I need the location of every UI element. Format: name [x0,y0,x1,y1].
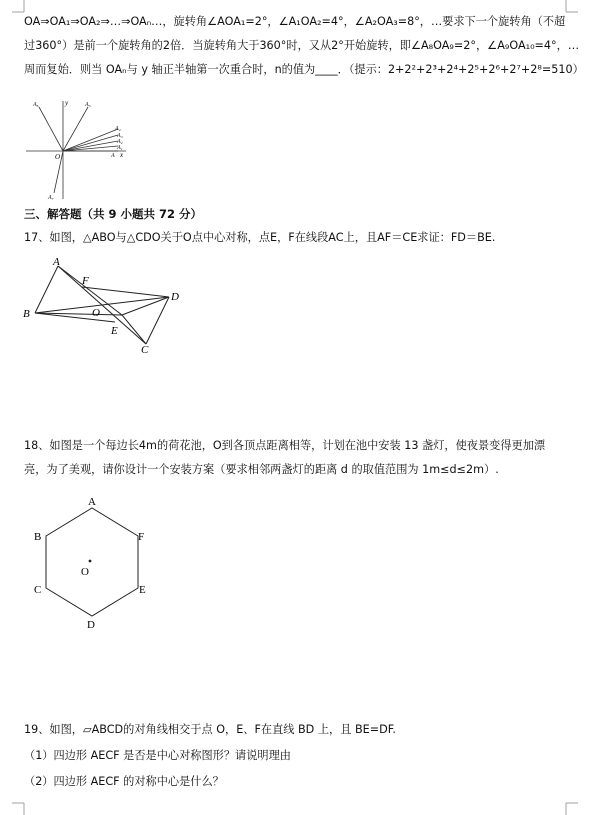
hex-label-f: F [138,531,145,543]
problem-17-text: 17、如图，△ABO与△CDO关于O点中心对称，点E，F在线段AC上，且AF＝CE求证：FD＝BE. [24,231,496,244]
p17-label-f: F [82,275,89,287]
problem-16-line-2: 过360°）是前一个旋转角的2倍．当旋转角大于360°时，又从2°开始旋转，即∠A₈OA₉=2°，∠A₉OA₁₀=4°，… [24,39,580,52]
p17-label-b: B [23,308,30,320]
hex-label-a: A [88,496,96,508]
hex-label-o: O [81,566,89,578]
p17-label-d: D [171,291,179,303]
label-a3: A₃ [117,133,123,139]
problem-19-question-2: （2）四边形 AECF 的对称中心是什么？ [24,775,224,788]
p17-label-a: A [53,256,60,268]
label-a6: A₆ [33,102,39,108]
label-a4: A₄ [115,126,121,132]
label-a5: A₅ [85,102,91,108]
problem-16-line-3: 周而复始．则当 OAₙ与 y 轴正半轴第一次重合时，n的值为____．（提示：2+2²+2³+2⁴+2⁵+2⁶+2⁷+2⁸=510） [24,63,584,76]
hex-label-c: C [34,584,42,596]
problem-18-line-1: 18、如图是一个每边长4m的荷花池，O到各顶点距离相等，计划在池中安装 13 盏灯，使夜景变得更加漂 [24,439,546,452]
problem-19-question-1: （1）四边形 AECF 是否是中心对称图形？请说明理由 [24,749,291,762]
label-y: y [65,99,69,107]
problem-17-figure [22,254,192,354]
p17-label-o: O [92,307,100,319]
problem-16-line-1: OA⇒OA₁⇒OA₂⇒…⇒OAₙ…，旋转角∠AOA₁=2°，∠A₁OA₂=4°，∠A₂OA₃=8°，…要求下一个旋转角（不超 [24,15,566,28]
problem-19-stem: 19、如图，▱ABCD的对角线相交于点 O，E、F在直线 BD 上，且 BE=DF. [24,723,396,736]
label-o: O [55,153,61,161]
hexagon-figure [28,494,158,634]
hex-label-e: E [139,584,146,596]
label-a1: A₁ [117,145,123,151]
label-a7: A₇ [48,195,54,201]
label-a: A [111,153,115,159]
hex-label-d: D [87,619,95,631]
label-a2: A₂ [117,139,123,145]
rotation-figure [22,95,132,205]
p17-label-e: E [111,325,118,337]
p17-label-c: C [141,344,149,354]
label-x: x [120,151,124,159]
hex-label-b: B [34,531,42,543]
section-heading: 三、解答题（共 9 小题共 72 分） [24,207,203,221]
problem-18-line-2: 亮，为了美观，请你设计一个安装方案（要求相邻两盏灯的距离 d 的取值范围为 1m≤d≤2m）. [24,463,499,476]
